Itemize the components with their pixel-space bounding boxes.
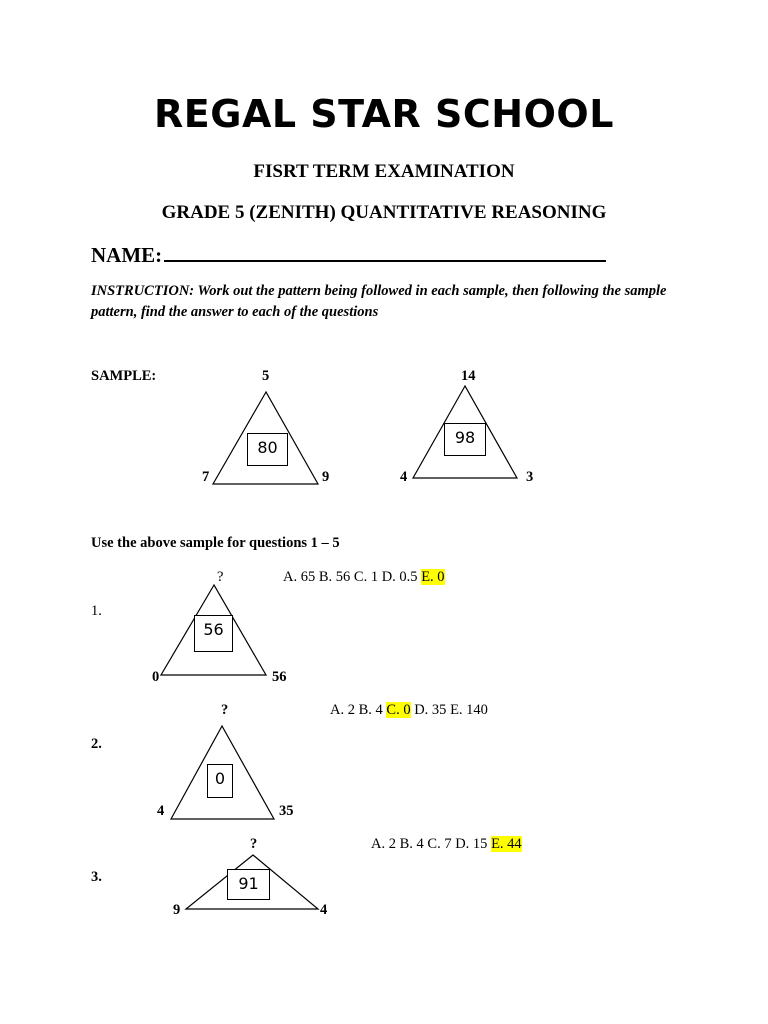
sample-2-left: 4: [400, 469, 408, 485]
option: C. 7: [427, 836, 452, 852]
question-2-top: ?: [221, 702, 229, 718]
subject-title: GRADE 5 (ZENITH) QUANTITATIVE REASONING: [161, 202, 607, 223]
option: A. 2: [330, 702, 355, 718]
sample-2-center-box: 98: [444, 423, 486, 456]
sample-2-right: 3: [526, 469, 534, 485]
question-3-options: [371, 836, 522, 853]
highlighted-option: C. 0: [386, 702, 411, 718]
option: A. 2: [371, 836, 396, 852]
question-3-left: 9: [173, 902, 181, 918]
question-3-top: ?: [250, 836, 258, 852]
exam-title: FISRT TERM EXAMINATION: [253, 161, 515, 182]
question-2-right: 35: [279, 803, 294, 819]
use-note: Use the above sample for questions 1 – 5: [91, 535, 340, 551]
sample-1-center-box: 80: [247, 433, 288, 466]
option: E. 140: [450, 702, 488, 718]
school-title: REGAL STAR SCHOOL: [154, 92, 614, 136]
option: A. 65: [283, 569, 316, 585]
sample-label: SAMPLE:: [91, 368, 157, 384]
option: D. 35: [414, 702, 447, 718]
option: C. 1: [353, 569, 379, 585]
question-1-left: 0: [152, 669, 160, 685]
question-1-top: ?: [217, 569, 224, 585]
sample-1-top: 5: [262, 368, 270, 384]
instruction-text: INSTRUCTION: Work out the pattern being followed in each sample, then following the sample pattern, find the answer to each of the questions: [91, 283, 667, 320]
option: D. 0.5: [381, 569, 418, 585]
option: B. 56: [318, 569, 351, 585]
question-2-number: 2.: [91, 736, 102, 752]
question-1-options: [283, 569, 445, 586]
option: B. 4: [358, 702, 383, 718]
question-1-number: 1.: [91, 603, 102, 619]
highlighted-option: E. 0: [421, 569, 445, 585]
question-3-center-box: 91: [227, 869, 270, 900]
name-label: NAME:: [91, 243, 163, 267]
question-1-center-box: 56: [194, 615, 233, 652]
sample-2-top: 14: [461, 368, 476, 384]
question-2-options: [330, 702, 488, 719]
question-2-left: 4: [157, 803, 165, 819]
question-3-right: 4: [320, 902, 328, 918]
question-1-right: 56: [272, 669, 287, 685]
sample-1-right: 9: [322, 469, 330, 485]
highlighted-option: E. 44: [491, 836, 522, 852]
option: D. 15: [455, 836, 488, 852]
option: B. 4: [399, 836, 424, 852]
question-2-center-box: 0: [207, 764, 233, 798]
sample-1-left: 7: [202, 469, 210, 485]
question-3-number: 3.: [91, 869, 102, 885]
